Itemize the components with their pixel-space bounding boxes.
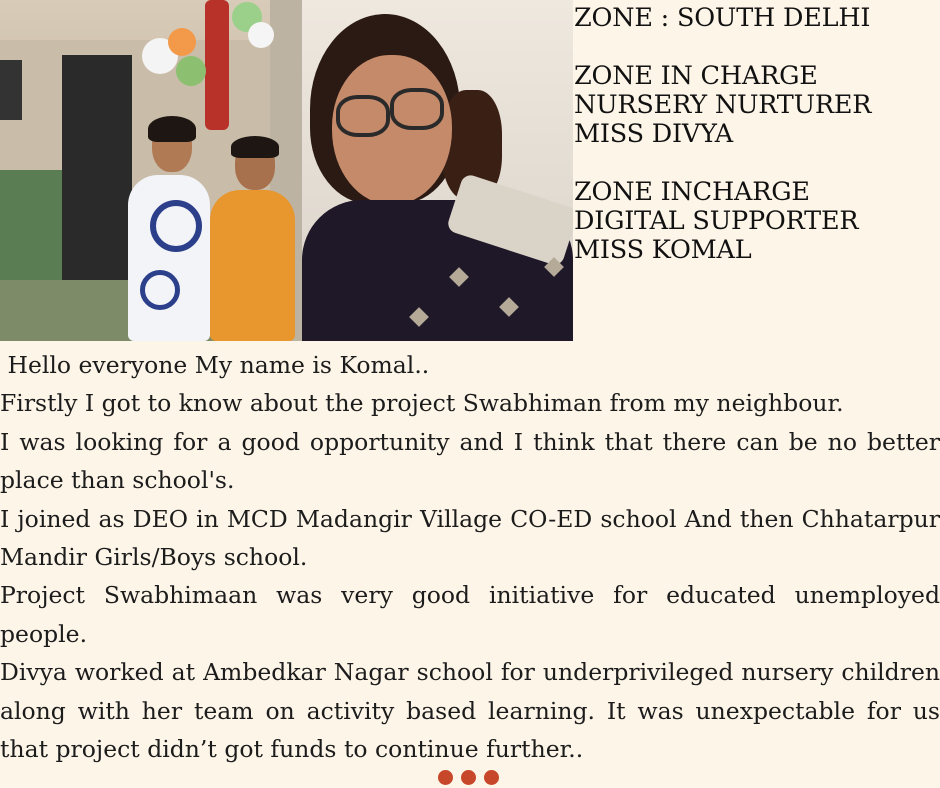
group-photo	[0, 0, 302, 341]
zone-title: ZONE : SOUTH DELHI	[574, 3, 871, 33]
story-paragraph: Firstly I got to know about the project Swabhiman from my neighbour.	[0, 389, 844, 418]
story-paragraph: Hello everyone My name is Komal..	[0, 351, 430, 379]
zone-incharge-role: ZONE IN CHARGE	[574, 61, 818, 91]
story-text	[0, 346, 940, 768]
story-paragraph: Divya worked at Ambedkar Nagar school for underprivileged nursery children along with her team on activity based learning. It was unexpectable for us that project didn’t got funds to continue further..	[0, 658, 940, 764]
portrait-photo	[302, 0, 573, 341]
digital-incharge-title: DIGITAL SUPPORTER	[574, 206, 859, 236]
digital-incharge-role: ZONE INCHARGE	[574, 177, 810, 207]
zone-incharge-title: NURSERY NURTURER	[574, 90, 872, 120]
story-paragraph: I joined as DEO in MCD Madangir Village CO-ED school And then Chhatarpur Mandir Girls/Boys school.	[0, 504, 940, 572]
decorative-dots	[438, 770, 504, 788]
digital-incharge-name: MISS KOMAL	[574, 235, 752, 265]
zone-info	[574, 4, 940, 265]
story-paragraph: I was looking for a good opportunity and I think that there can be no better place than school's.	[0, 427, 940, 495]
dot-icon	[484, 770, 499, 785]
zone-incharge-name: MISS DIVYA	[574, 119, 733, 149]
story-paragraph: Project Swabhimaan was very good initiative for educated unemployed people.	[0, 581, 940, 648]
dot-icon	[438, 770, 453, 785]
dot-icon	[461, 770, 476, 785]
